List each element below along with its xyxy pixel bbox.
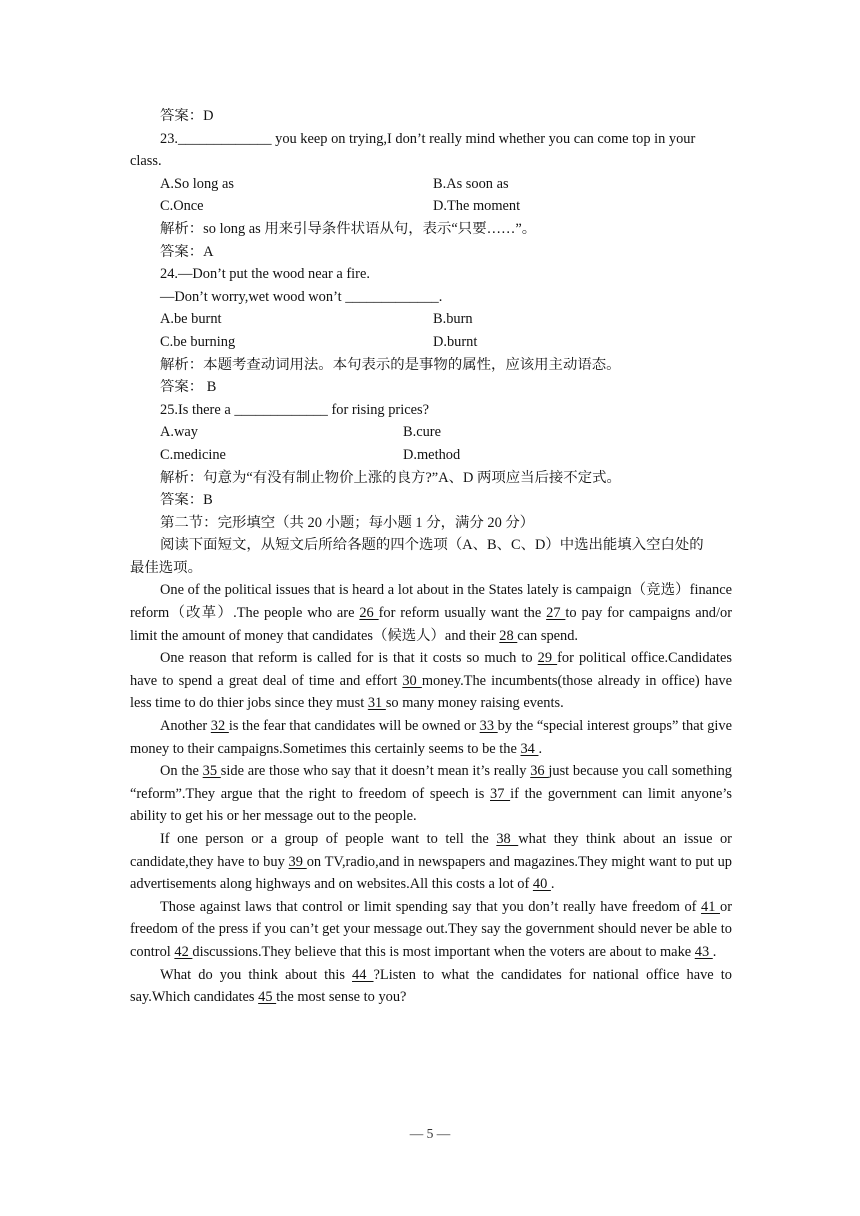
option-d: D.The moment — [433, 198, 521, 215]
blank-26: 26 — [359, 605, 379, 622]
option-d: D.method — [403, 446, 461, 463]
option-b: B.burn — [433, 311, 473, 328]
passage-paragraph-4: On the 35 side are those who say that it doesn’t mean it’s really 36 just because you call something “reform”.They argue that the right to freedom of speech is 37 if the government can limit anyone’s ability to get his or her message out to the people. — [130, 763, 733, 825]
option-a: A.be burnt — [160, 311, 222, 328]
blank-42: 42 — [174, 943, 193, 960]
answer-24: 答案： B — [160, 379, 217, 396]
section-instruction: 阅读下面短文，从短文后所给各题的四个选项（A、B、C、D）中选出能填入空白处的 — [160, 537, 704, 554]
answer-23: 答案：A — [160, 243, 214, 260]
option-c: C.Once — [160, 198, 204, 215]
question-24-stem: 24.—Don’t put the wood near a fire. — [160, 266, 370, 283]
blank-39: 39 — [288, 853, 307, 870]
blank-44: 44 — [352, 966, 374, 983]
passage-paragraph-7: What do you think about this 44 ?Listen to what the candidates for national office have to say.Which candidates 45 the most sense to you? — [130, 966, 732, 1006]
question-23-stem: 23._____________ you keep on trying,I don’t really mind whether you can come top in your — [160, 130, 696, 147]
question-25-options-cd — [130, 444, 732, 467]
question-24-options-cd — [130, 331, 732, 354]
question-24-options-ab — [130, 308, 732, 331]
page-content — [130, 105, 732, 1009]
passage-paragraph-1: One of the political issues that is heard a lot about in the States lately is campaign（竞选）finance reform（改革）.The people who are 26 for reform usually want the 27 to pay for campaigns and/or limit the amount of money that candidates（候选人）and their 28 can spend. — [130, 582, 732, 644]
blank-38: 38 — [496, 831, 519, 847]
question-24-reply: —Don’t worry,wet wood won’t _____________. — [160, 288, 443, 305]
option-d: D.burnt — [433, 333, 478, 350]
question-25-stem: 25.Is there a _____________ for rising prices? — [160, 401, 429, 418]
question-25-options-ab — [130, 421, 732, 444]
question-25-analysis: 解析：句意为“有没有制止物价上涨的良方?”A、D 两项应当后接不定式。 — [160, 469, 621, 486]
question-23-options-ab — [130, 173, 732, 196]
blank-27: 27 — [546, 605, 566, 622]
answer-25: 答案：B — [160, 492, 213, 509]
blank-35: 35 — [202, 763, 221, 780]
question-23-analysis: 解析：so long as 用来引导条件状语从句，表示“只要……”。 — [160, 220, 537, 237]
blank-31: 31 — [367, 695, 386, 712]
passage-paragraph-3: Another 32 is the fear that candidates will be owned or 33 by the “special interest groups” that give money to their campaigns.Sometimes this certainly seems to be the 34 . — [130, 718, 733, 757]
option-c: C.medicine — [160, 446, 226, 463]
blank-30: 30 — [402, 672, 422, 689]
blank-32: 32 — [210, 718, 229, 735]
blank-43: 43 — [694, 943, 713, 960]
section-instruction-cont: 最佳选项。 — [130, 559, 202, 576]
blank-34: 34 — [520, 740, 539, 757]
answer-22: 答案：D — [160, 108, 214, 124]
passage-paragraph-2: One reason that reform is called for is that it costs so much to 29 for political office.Candidates have to spend a great deal of time and effort 30 money.The incumbents(those already in office) have less time to do thier jobs since they must 31 so many money raising events. — [130, 650, 733, 712]
blank-40: 40 — [532, 876, 551, 893]
option-c: C.be burning — [160, 333, 236, 350]
question-23-stem-cont: class. — [130, 153, 162, 170]
option-b: B.cure — [403, 424, 441, 441]
question-23-options-cd — [130, 195, 732, 218]
blank-36: 36 — [530, 763, 549, 780]
passage-paragraph-6: Those against laws that control or limit spending say that you don’t really have freedom of 41 or freedom of the press if you can’t get your message out.They say the government should never be able to control 42 discussions.They believe that this is most important when the voters are about to make 43 . — [130, 898, 732, 960]
blank-29: 29 — [537, 650, 558, 667]
blank-41: 41 — [701, 898, 720, 915]
blank-37: 37 — [490, 785, 511, 802]
blank-45: 45 — [258, 989, 277, 1006]
option-a: A.way — [160, 424, 198, 441]
passage-paragraph-5: If one person or a group of people want to tell the 38 what they think about an issue or candidate,they have to buy 39 on TV,radio,and in newspapers and magazines.They might want to put up advertisements along highways and on websites.All this costs a lot of 40 . — [130, 831, 732, 893]
section-title: 第二节：完形填空（共 20 小题；每小题 1 分，满分 20 分） — [160, 514, 535, 531]
blank-33: 33 — [479, 718, 498, 735]
question-24-analysis: 解析：本题考查动词用法。本句表示的是事物的属性，应该用主动语态。 — [160, 356, 621, 373]
blank-28: 28 — [499, 627, 518, 644]
option-a: A.So long as — [160, 175, 234, 192]
page-number: — 5 — — [409, 1126, 451, 1141]
option-b: B.As soon as — [433, 175, 509, 192]
